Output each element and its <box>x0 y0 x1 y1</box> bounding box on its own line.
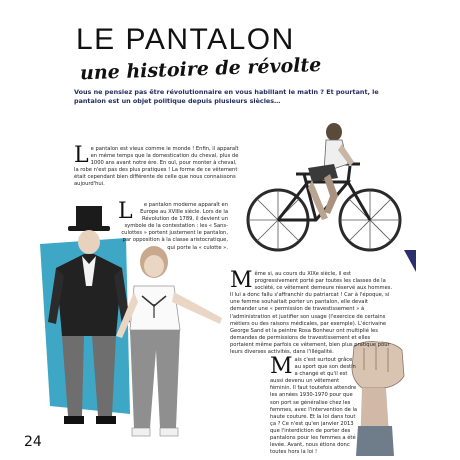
cyclist-illustration <box>238 118 408 258</box>
woman-sailor-illustration <box>110 240 228 440</box>
paragraph-revolution <box>118 199 228 252</box>
paragraph-nineteenth-century <box>230 268 394 356</box>
drop-cap: M <box>230 268 253 293</box>
paragraph-text: ais c'est surtout grâce au sport que son destin a changé et qu'il est aussi devenu un vêtement féminin. Il faut toutefois attendre les années 1930-1970 pour que son port se généralise chez les femmes, avec l'intervention de la haute couture. Et la loi dans tout ça ? Ce n'est qu'en janvier 2013 que l'interdiction de porter des pantalons pour les femmes a été levée. Avant, nous étions donc toutes hors la loi ! <box>270 357 358 456</box>
paragraph-origins <box>74 143 242 189</box>
intro-text: Vous ne pensiez pas être révolutionnaire en vous habillant le matin ? Et pourtant, le pantalon est un objet politique depuis plusieurs siècles… <box>74 88 379 105</box>
paragraph-text: ême si, au cours du XIXe siècle, il est progressivement porté par toutes les classes de la société, ce vêtement demeure réservé aux hommes. Il lui a donc fallu s'affranchir du patriarcat ! Car à l'époque, si une femme souhaitait porter un pantalon, elle devait demander une « permission de travestissement » à l'administration et justifier son usage (l'exercice de certains métiers ou des raisons médicales, par exemple). L'écrivaine George Sand et la peintre Rosa Bonheur ont multiplié les demandes de permissions de travestissement et elles portaient même parfois ce vêtement, bien plus pratique pour leurs diverses activités, dans l'illégalité. <box>230 271 393 356</box>
navy-accent-shape <box>404 250 416 272</box>
page-title: LE PANTALON <box>76 23 295 56</box>
paragraph-text: e pantalon est vieux comme le monde ! Enfin, il apparaît en même temps que la domestication du cheval, plus de 1000 ans avant notre ère. En ouï, pour monter à cheval, la robe n'est pas des plus pratiques ! La forme de ce vêtement était cependant bien différente de celle que nous connaissons aujourd'hui. <box>74 146 239 188</box>
drop-cap: L <box>74 143 89 168</box>
drop-cap: L <box>118 199 133 224</box>
drop-cap: M <box>270 354 293 379</box>
page-number: 24 <box>24 434 42 450</box>
page-subtitle: une histoire de révolte <box>79 53 322 85</box>
paragraph-sport <box>270 354 360 456</box>
paragraph-text: e pantalon moderne apparaît en Europe au XVIIIe siècle. Lors de la Révolution de 1789, il devient un symbole de la contestation : les « Sans-culottes » portent justement le pantalon, par opposition à la classe aristocratique, qui porte la « culotte ». <box>121 202 228 251</box>
